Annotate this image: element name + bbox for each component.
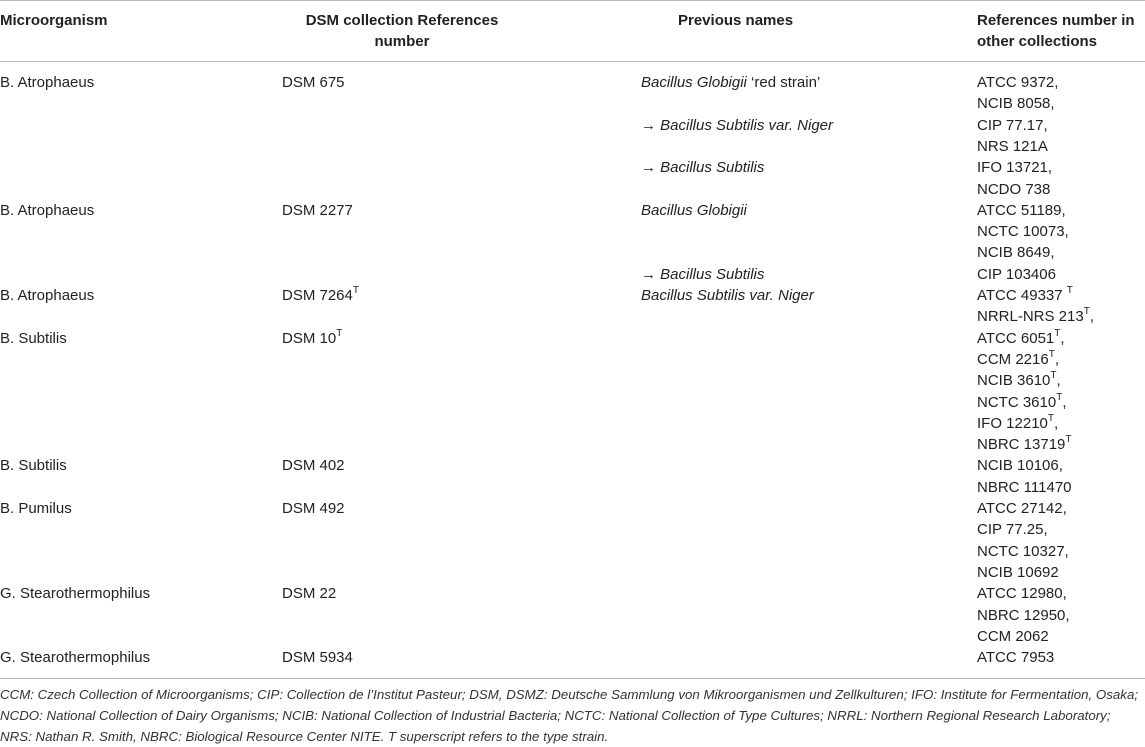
reference-separator: , xyxy=(1054,414,1059,432)
header-previous-names: Previous names xyxy=(678,12,794,29)
header-microorganism: Microorganism xyxy=(0,12,108,29)
reference-number: ATCC 12980, xyxy=(977,585,1067,603)
organism-name: B. Subtilis xyxy=(0,457,67,475)
reference-separator: , xyxy=(1062,393,1067,411)
reference-number-cell xyxy=(977,93,1055,114)
reference-number: ATCC 7953 xyxy=(977,649,1055,667)
type-strain-superscript: T xyxy=(336,327,343,339)
reference-number: NBRC 13719 xyxy=(977,436,1066,454)
table-bottom-rule xyxy=(0,678,1145,679)
reference-number: NCTC 3610 xyxy=(977,393,1057,411)
dsm-number: DSM 10 xyxy=(282,329,337,347)
previous-name-cell xyxy=(641,200,747,221)
reference-number: NCIB 8058, xyxy=(977,95,1055,113)
organism-name: B. Atrophaeus xyxy=(0,287,95,304)
previous-name-qualifier: ‘red strain’ xyxy=(746,74,821,91)
reference-separator: , xyxy=(1060,329,1065,347)
type-strain-superscript: T xyxy=(1054,327,1061,339)
previous-name: → Bacillus Subtilis xyxy=(641,159,765,177)
dsm-number: DSM 7264 xyxy=(282,287,353,304)
reference-number-cell xyxy=(977,200,1066,221)
header-refs-line1: References number in xyxy=(977,12,1135,29)
previous-name-cell xyxy=(641,72,820,93)
previous-name: Bacillus Globigii xyxy=(641,201,747,219)
reference-number-cell xyxy=(977,157,1052,178)
reference-number: IFO 12210 xyxy=(977,414,1048,432)
previous-name-cell xyxy=(641,157,764,178)
organism-cell xyxy=(0,200,94,221)
previous-name-cell xyxy=(641,285,814,306)
reference-number-cell xyxy=(977,370,1061,391)
organism-name: B. Atrophaeus xyxy=(0,74,95,91)
dsm-number-cell xyxy=(282,455,345,476)
reference-number-cell xyxy=(977,647,1054,668)
organism-cell xyxy=(0,498,72,519)
reference-number: ATCC 49337 xyxy=(977,287,1067,304)
type-strain-superscript: T xyxy=(1050,370,1057,382)
reference-number-cell xyxy=(977,434,1072,455)
type-strain-superscript: T xyxy=(1065,434,1072,446)
organism-name: G. Stearothermophilus xyxy=(0,585,151,603)
reference-number: NBRC 12950, xyxy=(977,606,1070,624)
reference-number: ATCC 27142, xyxy=(977,500,1067,517)
header-dsm-line2: number xyxy=(374,33,430,50)
reference-number-cell xyxy=(977,115,1048,136)
reference-number-cell xyxy=(977,562,1059,583)
organism-cell xyxy=(0,285,94,306)
reference-separator: , xyxy=(1089,308,1094,326)
previous-name-cell xyxy=(641,264,764,285)
reference-number: ATCC 6051 xyxy=(977,329,1055,347)
previous-name: Bacillus Globigii xyxy=(641,74,747,91)
reference-number-cell xyxy=(977,349,1059,370)
type-strain-superscript: T xyxy=(352,285,359,296)
reference-number: CIP 77.25, xyxy=(977,521,1048,539)
dsm-number-cell xyxy=(282,285,359,306)
organism-name: G. Stearothermophilus xyxy=(0,649,151,667)
previous-name: → Bacillus Subtilis xyxy=(641,265,765,283)
header-refs-line2: other collections xyxy=(977,33,1098,50)
reference-number-cell xyxy=(977,477,1072,498)
organism-cell xyxy=(0,455,67,476)
previous-name: → Bacillus Subtilis var. Niger xyxy=(641,116,834,134)
previous-name: Bacillus Subtilis var. Niger xyxy=(641,287,814,304)
reference-number-cell xyxy=(977,306,1094,327)
reference-number-cell xyxy=(977,72,1058,93)
type-strain-superscript: T xyxy=(1083,306,1090,318)
reference-number: NCIB 10106, xyxy=(977,457,1063,475)
dsm-number: DSM 675 xyxy=(282,74,345,91)
reference-number-cell xyxy=(977,626,1049,647)
reference-number: NCIB 8649, xyxy=(977,244,1055,262)
reference-separator: , xyxy=(1054,350,1059,368)
organism-name: B. Pumilus xyxy=(0,500,72,517)
type-strain-superscript: T xyxy=(1056,391,1063,403)
reference-number-cell xyxy=(977,264,1056,285)
table-footnote: CCM: Czech Collection of Microorganisms; CIP: Collection de l’Institut Pasteur; DSM, DSMZ: Deutsche Sammlung von Mikroorganismen und Zellkulturen; IFO: Institute for Fermentation, Osaka; NCDO: National Collection of Dairy Organisms; NCIB: National Collection of Industrial Bacteria; NCTC: National Collection of Type Cultures; NRRL: Northern Regional Research Laboratory; NRS: Nathan R. Smith, NBRC: Biological Resource Center NITE. T superscript refers to the type strain. xyxy=(0,687,1139,744)
dsm-number: DSM 2277 xyxy=(282,201,353,219)
reference-number-cell xyxy=(977,541,1069,562)
reference-number: NCDO 738 xyxy=(977,180,1051,198)
dsm-number: DSM 492 xyxy=(282,500,345,517)
reference-number: NRRL-NRS 213 xyxy=(977,308,1084,326)
type-strain-superscript: T xyxy=(1048,348,1055,360)
organism-name: B. Atrophaeus xyxy=(0,201,95,219)
reference-number-cell xyxy=(977,221,1069,242)
reference-number-cell xyxy=(977,242,1055,263)
header-dsm-number xyxy=(282,10,522,52)
reference-number-cell xyxy=(977,519,1048,540)
reference-number: NCTC 10073, xyxy=(977,223,1069,241)
reference-number-cell xyxy=(977,413,1058,434)
dsm-number-cell xyxy=(282,200,353,221)
reference-number: IFO 13721, xyxy=(977,159,1053,177)
type-strain-superscript: T xyxy=(1066,285,1073,296)
reference-number-cell xyxy=(977,498,1067,519)
header-bottom-rule xyxy=(0,61,1145,62)
organism-name: B. Subtilis xyxy=(0,329,67,347)
organism-cell xyxy=(0,72,94,93)
organism-cell xyxy=(0,328,67,349)
reference-separator: , xyxy=(1056,372,1061,390)
header-other-references xyxy=(977,10,1135,52)
reference-number: CIP 103406 xyxy=(977,265,1056,283)
header-dsm-line1: DSM collection References xyxy=(305,12,499,29)
reference-number: ATCC 9372, xyxy=(977,74,1059,91)
dsm-number-cell xyxy=(282,328,342,349)
organism-cell xyxy=(0,647,150,668)
reference-number-cell xyxy=(977,285,1073,306)
reference-number-cell xyxy=(977,136,1048,157)
dsm-number-cell xyxy=(282,647,353,668)
reference-number: NCTC 10327, xyxy=(977,542,1069,560)
dsm-number-cell xyxy=(282,583,336,604)
dsm-number-cell xyxy=(282,498,345,519)
reference-number: NBRC 111470 xyxy=(977,478,1072,496)
reference-number: CCM 2062 xyxy=(977,627,1049,645)
reference-number-cell xyxy=(977,392,1066,413)
dsm-number: DSM 5934 xyxy=(282,649,353,667)
reference-number: CCM 2216 xyxy=(977,350,1049,368)
reference-number-cell xyxy=(977,179,1050,200)
reference-number: CIP 77.17, xyxy=(977,116,1048,134)
reference-number: NCIB 10692 xyxy=(977,563,1059,581)
dsm-number-cell xyxy=(282,72,345,93)
reference-number: ATCC 51189, xyxy=(977,201,1066,219)
reference-number: NRS 121A xyxy=(977,137,1048,155)
type-strain-superscript: T xyxy=(1047,412,1054,424)
previous-name-cell xyxy=(641,115,833,136)
dsm-number: DSM 22 xyxy=(282,585,337,603)
table-header xyxy=(0,0,1145,61)
organism-cell xyxy=(0,583,150,604)
dsm-number: DSM 402 xyxy=(282,457,345,475)
reference-number-cell xyxy=(977,605,1070,626)
reference-number-cell xyxy=(977,328,1065,349)
reference-number-cell xyxy=(977,455,1063,476)
reference-number: NCIB 3610 xyxy=(977,372,1051,390)
reference-number-cell xyxy=(977,583,1067,604)
